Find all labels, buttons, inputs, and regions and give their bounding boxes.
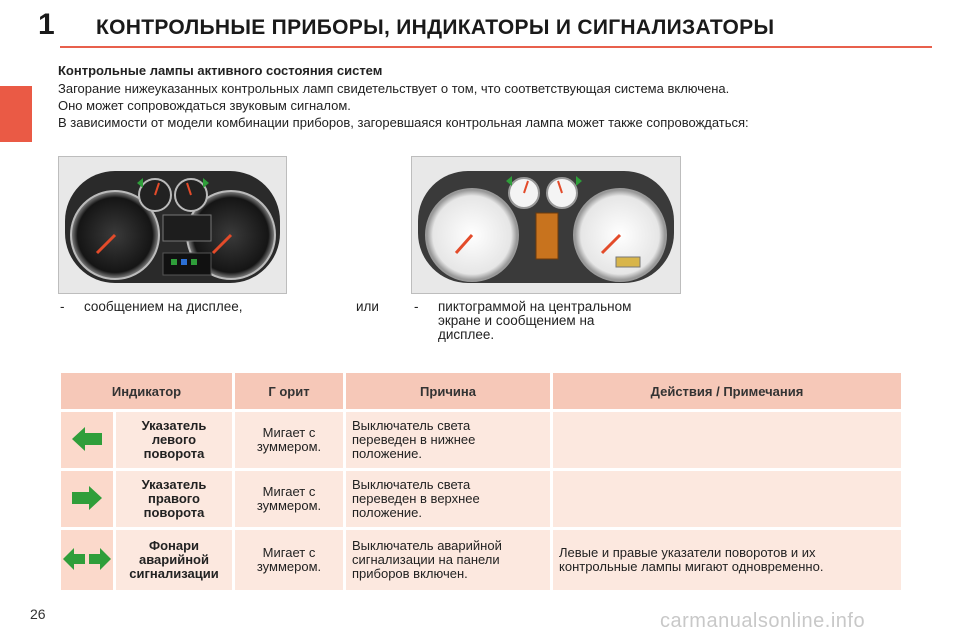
- table-header-row: [61, 373, 901, 409]
- caption-right-text: [438, 300, 631, 342]
- indicator-name-line: поворота: [143, 446, 205, 461]
- section-title: Контрольные лампы активного состояния систем: [58, 63, 383, 78]
- page-number: 26: [30, 606, 46, 622]
- intro-line-1: Загорание нижеуказанных контрольных ламп свидетельствует о том, что соответствующая система включена.: [58, 81, 730, 96]
- notes-line: контрольные лампы мигают одновременно.: [559, 559, 824, 574]
- caption-right-line-1: пиктограммой на центральном: [438, 299, 632, 314]
- indicator-name-line: Фонари: [148, 538, 200, 553]
- indicator-name-line: поворота: [143, 505, 205, 520]
- indicator-name-line: левого: [151, 432, 197, 447]
- indicator-name: [116, 412, 232, 468]
- caption-right: [414, 300, 694, 344]
- cause-line: Выключатель аварийной: [352, 538, 502, 553]
- indicator-name: [116, 530, 232, 590]
- right-arrow-icon: [61, 471, 113, 527]
- cause-line: Выключатель света: [352, 477, 471, 492]
- cause-line: сигнализации на панели: [352, 552, 500, 567]
- page-title: КОНТРОЛЬНЫЕ ПРИБОРЫ, ИНДИКАТОРЫ И СИГНАЛИЗАТОРЫ: [96, 16, 775, 39]
- cause-line: Выключатель света: [352, 418, 471, 433]
- header-state: Г орит: [235, 373, 343, 409]
- indicator-name-line: сигнализации: [129, 566, 219, 581]
- intro-line-2: Оно может сопровождаться звуковым сигналом.: [58, 98, 351, 113]
- table-row: [61, 412, 901, 468]
- indicator-notes: [553, 530, 901, 590]
- indicator-cause: [346, 412, 550, 468]
- caption-right-dash: -: [414, 299, 419, 314]
- instrument-cluster-image-right: [411, 156, 681, 294]
- state-line: Мигает с: [262, 484, 316, 499]
- indicator-name-line: Указатель: [141, 477, 207, 492]
- state-line: зуммером.: [256, 559, 322, 574]
- indicator-state: [235, 471, 343, 527]
- caption-right-line-3: дисплее.: [438, 327, 495, 342]
- state-line: Мигает с: [262, 545, 316, 560]
- cause-line: приборов включен.: [352, 566, 468, 581]
- header-indicator: Индикатор: [61, 373, 232, 409]
- indicator-notes: [553, 412, 901, 468]
- cause-line: переведен в верхнее: [352, 491, 480, 506]
- header-notes: Действия / Примечания: [553, 373, 901, 409]
- chapter-number: 1: [38, 8, 55, 41]
- notes-line: Левые и правые указатели поворотов и их: [559, 545, 816, 560]
- indicator-name-line: аварийной: [139, 552, 209, 567]
- state-line: зуммером.: [256, 439, 322, 454]
- hazard-arrows-icon: [61, 530, 113, 590]
- table-row: [61, 530, 901, 590]
- indicator-state: [235, 530, 343, 590]
- indicator-notes: [553, 471, 901, 527]
- cause-line: положение.: [352, 505, 423, 520]
- table-row: [61, 471, 901, 527]
- instrument-cluster-image-left: [58, 156, 287, 294]
- intro-line-3: В зависимости от модели комбинации приборов, загоревшаяся контрольная лампа может также сопровождаться:: [58, 115, 749, 130]
- header-cause: Причина: [346, 373, 550, 409]
- state-line: Мигает с: [262, 425, 316, 440]
- indicator-name-line: правого: [148, 491, 200, 506]
- indicator-table: [58, 370, 904, 593]
- watermark: carmanualsonline.info: [660, 610, 866, 632]
- caption-right-line-2: экране и сообщением на: [438, 313, 595, 328]
- left-arrow-icon: [61, 412, 113, 468]
- indicator-name-line: Указатель: [141, 418, 207, 433]
- indicator-state: [235, 412, 343, 468]
- state-line: зуммером.: [256, 498, 322, 513]
- caption-left-text: сообщением на дисплее,: [84, 299, 243, 314]
- indicator-name: [116, 471, 232, 527]
- caption-or: или: [356, 299, 379, 314]
- cause-line: положение.: [352, 446, 423, 461]
- caption-left-dash: -: [60, 299, 65, 314]
- indicator-cause: [346, 471, 550, 527]
- indicator-cause: [346, 530, 550, 590]
- cause-line: переведен в нижнее: [352, 432, 476, 447]
- header-divider: [60, 46, 932, 48]
- chapter-side-tab: [0, 86, 32, 142]
